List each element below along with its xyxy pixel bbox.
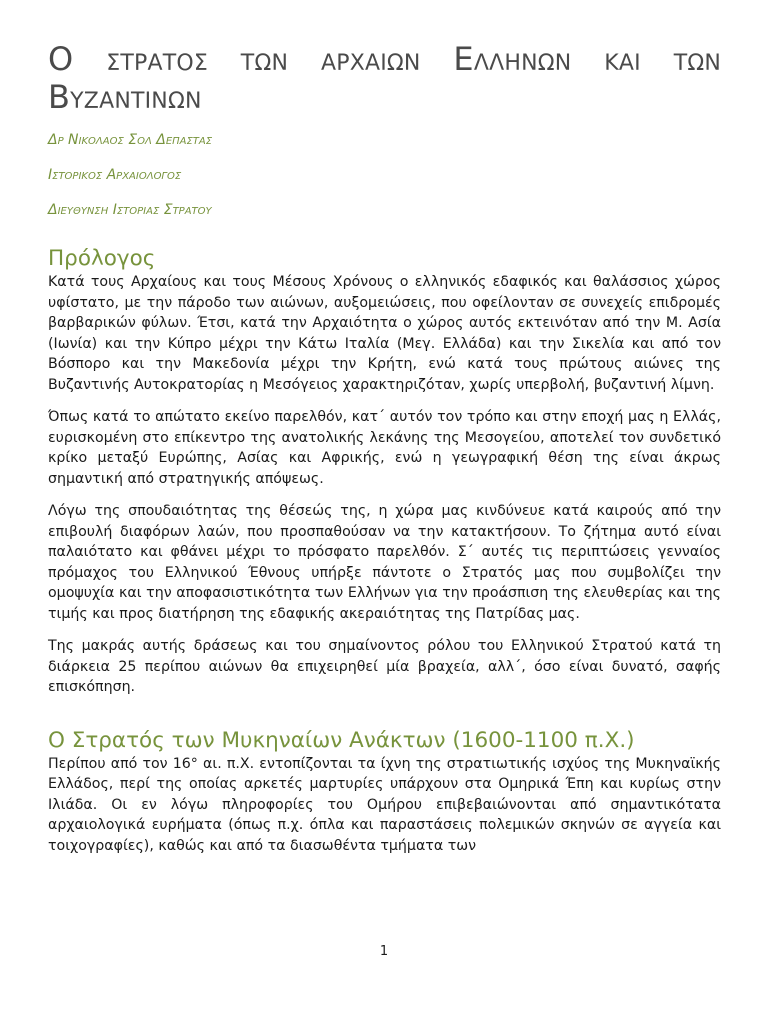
paragraph: Λόγω της σπουδαιότητας της θέσεώς της, η χώρα μας κινδύνευε κατά καιρούς από την επιβουλή διαφόρων λαών, που προσπαθούσαν να την κατακτήσουν. Το ζήτημα αυτό είναι παλαιότατο και φθάνει μέχρι το πρόσφατο παρελθόν. Σ΄ αυτές τις περιπτώσεις γενναίος πρόμαχος του Ελληνικού Έθνους υπήρξε πάντοτε ο Στρατός μας που συμβολίζει την ομοψυχία και την αποφασιστικότητα των Ελλήνων για την προάσπιση της ελευθερίας και της τιμής και προς διατήρηση της εδαφικής ακεραιότητας της Πατρίδας μας. <box>48 503 721 622</box>
paragraph: Περίπου από τον 16° αι. π.Χ. εντοπίζονται τα ίχνη της στρατιωτικής ισχύος της Μυκηναϊκής Ελλάδος, περί της οποίας αρκετές μαρτυρίες υπάρχουν στα Ομηρικά Έπη και κυρίως στην Ιλιάδα. Οι εν λόγω πληροφορίες του Ομήρου επιβεβαιώνονται από σημαντικότατα αρχαιολογικά ευρήματα (όπως π.χ. όπλα και παραστάσεις πολεμικών σκηνών σε αγγεία και τοιχογραφίες), καθώς και από τα διασωθέντα τμήματα των <box>48 755 721 854</box>
section-heading-mycenaean-army: Ο Στρατός των Μυκηναίων Ανάκτων (1600-1100 π.Χ.) <box>48 727 635 753</box>
author-department: Διευθυνση Ιστοριας Στρατου <box>48 202 212 218</box>
paragraph: Της μακράς αυτής δράσεως και του σημαίνοντος ρόλου του Ελληνικού Στρατού κατά τη διάρκεια 25 περίπου αιώνων θα επιχειρηθεί μία βραχεία, αλλ΄, όσο είναι δυνατό, σαφής επισκόπηση. <box>48 638 721 695</box>
page-number: 1 <box>379 944 389 959</box>
paragraph: Όπως κατά το απώτατο εκείνο παρελθόν, κατ΄ αυτόν τον τρόπο και στην εποχή μας η Ελλάς, ευρισκομένη στο επίκεντρο της ανατολικής λεκάνης της Μεσογείου, αποτελεί τον συνδετικό κρίκο μεταξύ Ευρώπης, Ασίας και Αφρικής, ενώ η γεωγραφική θέση της είναι άκρως σημαντική από στρατηγικής απόψεως. <box>48 409 721 487</box>
section-heading-prologue: Πρόλογος <box>48 246 156 271</box>
paragraph: Κατά τους Αρχαίους και τους Μέσους Χρόνους ο ελληνικός εδαφικός και θαλάσσιος χώρος υφίστατο, με την πάροδο των αιώνων, αυξομειώσεις, που οφείλονταν σε συνεχείς επιδρομές βαρβαρικών φύλων. Έτσι, κατά την Αρχαιότητα ο χώρος αυτός εκτεινόταν από την Μ. Ασία (Ιωνία) και την Κύπρο μέχρι την Κάτω Ιταλία (Μεγ. Ελλάδα) και την Σικελία και από τον Βόσπορο και την Μακεδονία μέχρι την Κρήτη, ενώ κατά τους πρώτους αιώνες της Βυζαντινής Αυτοκρατορίας η Μεσόγειος χαρακτηριζόταν, χωρίς υπερβολή, βυζαντινή λίμνη. <box>48 274 721 393</box>
document-title: Ο στρατος των αρχαιων Ελληνων και των Βυζαντινων <box>48 40 721 116</box>
document-page <box>48 40 721 868</box>
author-line: Δρ Νικολαος Σολ Δεπαστας <box>48 132 213 148</box>
author-role: Ιστορικος Αρχαιολογος <box>48 167 182 183</box>
